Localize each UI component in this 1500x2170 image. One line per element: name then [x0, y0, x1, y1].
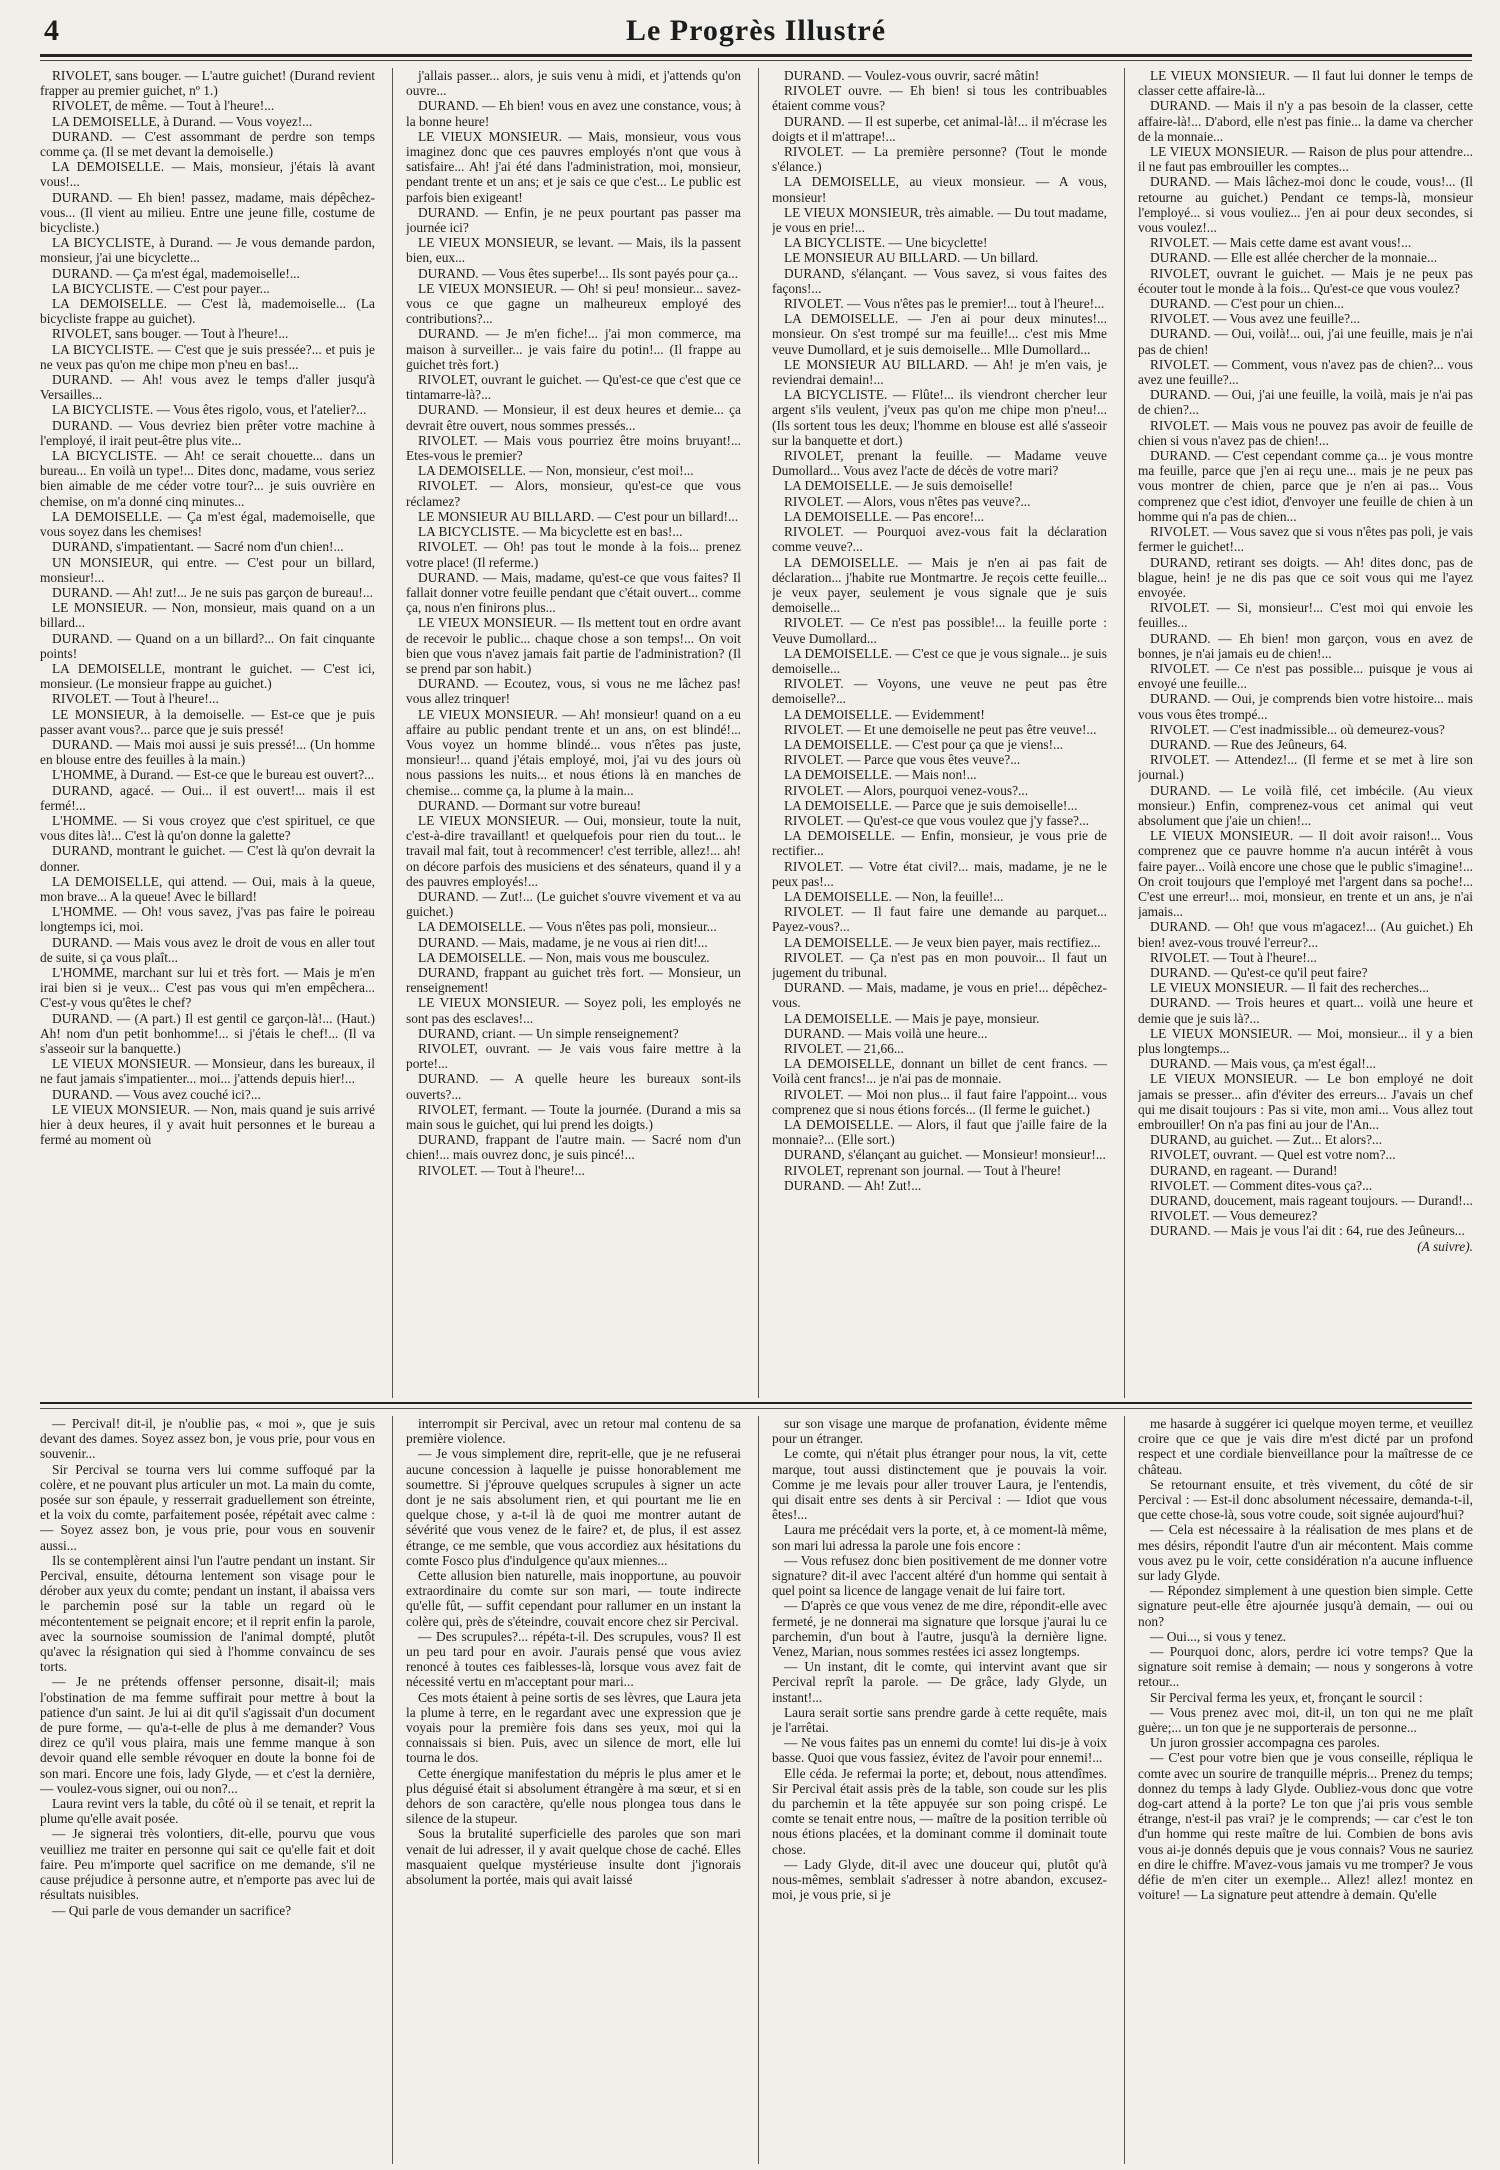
paragraph: DURAND, s'élançant. — Vous savez, si vous faites des façons!... — [772, 265, 1107, 296]
paragraph: DURAND. — Rue des Jeûneurs, 64. — [1150, 736, 1348, 752]
paragraph: RIVOLET. — Tout à l'heure!... — [1150, 949, 1317, 965]
paragraph: RIVOLET. — Alors, monsieur, qu'est-ce que vous réclamez? — [406, 478, 741, 509]
paragraph: LA DEMOISELLE. — Mais je n'en ai pas fait de déclaration... j'habite rue Montmartre. Je reçois cette feuille... je veux payer, seulement je vous signale que je suis demoiselle... — [772, 554, 1107, 616]
paragraph: LA DEMOISELLE, qui attend. — Oui, mais à la queue, mon brave... A la queue! Avec le billard! — [40, 873, 375, 904]
paragraph: LA BICYCLISTE. — Vous êtes rigolo, vous, et l'atelier?... — [52, 402, 367, 418]
paragraph: LA BICYCLISTE. — C'est pour payer... — [52, 280, 270, 296]
paragraph: interrompit sir Percival, avec un retour mal contenu de sa première violence. — [406, 1416, 741, 1447]
paragraph: LA DEMOISELLE. — Evidemment! — [784, 706, 985, 722]
paragraph: Laura revint vers la table, du côté où il se tenait, et reprit la plume qu'elle avait posée. — [40, 1796, 375, 1827]
paragraph: L'HOMME, à Durand. — Est-ce que le bureau est ouvert?... — [52, 767, 375, 783]
paragraph: RIVOLET. — Votre état civil?... mais, madame, je ne le peux pas!... — [772, 858, 1107, 889]
paragraph: DURAND. — Oh! que vous m'agacez!... (Au guichet.) Eh bien! avez-vous trouvé l'erreur?... — [1138, 919, 1473, 950]
paragraph: — Je ne prétends offenser personne, disait-il; mais l'obstination de ma femme suffirait pour mettre à bout la patience d'un saint. Je lui ai dit qu'il s'agissait d'un document de pure forme, — qu'a-t-elle de plus à me demander? Vous direz ce qu'il vous plaira, mais une femme manque à son devoir quand elle semble révoquer en doute la bonne foi de son mari. Encore une fois, lady Glyde, — et c'est la dernière, — voulez-vous signer, oui ou non?... — [40, 1674, 375, 1796]
paragraph: RIVOLET. — Qu'est-ce que vous voulez que j'y fasse?... — [784, 812, 1090, 828]
paragraph: DURAND, au guichet. — Zut... Et alors?... — [1150, 1132, 1383, 1148]
paragraph: — Vous prenez avec moi, dit-il, un ton qui ne me plaît guère;... un ton que je ne supporterais de personne... — [1138, 1704, 1473, 1736]
paragraph: DURAND, montrant le guichet. — C'est là qu'on devrait la donner. — [40, 843, 375, 874]
paragraph: Cette allusion bien naturelle, mais inopportune, au pouvoir extraordinaire du comte sur son mari, — toute indirecte qu'elle fût, — suffit cependant pour rallumer en un instant la colère qui, près de s'éteindre, couvait encore chez sir Percival. — [406, 1568, 741, 1629]
paragraph: LA DEMOISELLE, donnant un billet de cent francs. — Voilà cent francs!... je n'ai pas de monnaie. — [772, 1056, 1107, 1087]
paragraph: — C'est pour votre bien que je vous conseille, répliqua le comte avec un sourire de tranquille mépris... Prenez du temps; donnez du temps à lady Glyde. Oubliez-vous donc que votre dog-cart attend à la porte? Le ton que j'ai pris vous semble étrange, n'est-il pas vrai? je le comprends; — car c'est le ton d'un homme qui reste maître de lui. Combien de bons avis vous ai-je donnés depuis que je vous connais? Vous ne sauriez en dire le chiffre. M'avez-vous jamais vu me tromper? Je vous défie de m'en citer un exemple... Allez! allez! montez en voiture! — La signature peut attendre à demain. Qu'elle — [1138, 1750, 1473, 1903]
paragraph: RIVOLET. — Mais vous ne pouvez pas avoir de feuille de chien si vous n'avez pas de chien!... — [1138, 417, 1473, 448]
paragraph: LE VIEUX MONSIEUR. — Soyez poli, les employés ne sont pas des esclaves!... — [406, 995, 741, 1026]
paragraph: DURAND. — Mais, madame, je ne vous ai rien dit!... — [418, 934, 708, 950]
paragraph: DURAND. — Quand on a un billard?... On fait cinquante points! — [40, 630, 375, 661]
paragraph: DURAND. — Monsieur, il est deux heures et demie... ça devrait être ouvert, nous sommes pressés... — [406, 402, 741, 433]
paragraph: RIVOLET, sans bouger. — L'autre guichet! (Durand revient frapper au premier guichet, nº 1.) — [40, 68, 375, 99]
paragraph: RIVOLET. — Ce n'est pas possible!... la feuille porte : Veuve Dumollard... — [772, 615, 1107, 646]
paragraph: DURAND. — Enfin, je ne peux pourtant pas passer ma journée ici? — [406, 204, 741, 236]
paragraph: RIVOLET, fermant. — Toute la journée. (Durand a mis sa main sous le guichet, qui lui prend les doigts.) — [406, 1101, 741, 1133]
paragraph: DURAND. — Le voilà filé, cet imbécile. (Au vieux monsieur.) Enfin, comprenez-vous cet animal qui veut absolument que j'aie un chien!... — [1138, 782, 1473, 828]
paragraph: RIVOLET. — Alors, pourquoi venez-vous?... — [784, 782, 1029, 798]
paragraph: LA DEMOISELLE. — Pas encore!... — [784, 508, 985, 524]
paragraph: Laura me précédait vers la porte, et, à ce moment-là même, son mari lui adressa la parole une fois encore : — [772, 1522, 1107, 1553]
paragraph: RIVOLET, ouvrant. — Je vais vous faire mettre à la porte!... — [406, 1041, 741, 1072]
paragraph: DURAND. — Mais, madame, qu'est-ce que vous faites? Il fallait donner votre feuille pendant que c'était ouvert... comme ça, nous n'en finirons plus... — [406, 569, 741, 616]
paragraph: — Percival! dit-il, je n'oublie pas, « moi », que je suis devant des dames. Soyez assez bon, je vous prie, pour vous en souvenir... — [40, 1416, 375, 1462]
paragraph: LE MONSIEUR AU BILLARD. — Ah! je m'en vais, je reviendrai demain!... — [772, 356, 1107, 388]
column-divider — [392, 68, 393, 1398]
paragraph: LE VIEUX MONSIEUR. — Non, mais quand je suis arrivé hier à deux heures, il y avait huit personnes et le bureau a fermé au moment où — [40, 1101, 375, 1148]
paragraph: RIVOLET. — Parce que vous êtes veuve?... — [784, 752, 1021, 768]
paragraph: RIVOLET. — Attendez!... (Il ferme et se met à lire son journal.) — [1138, 752, 1473, 783]
header-rule-thin — [40, 60, 1472, 61]
paragraph: DURAND. — Je m'en fiche!... j'ai mon commerce, ma maison à surveiller... je vais faire du potin!... (Il frappe au guichet très fort.) — [406, 326, 741, 372]
paragraph: DURAND. — Dormant sur votre bureau! — [418, 797, 642, 813]
column-divider — [1124, 68, 1125, 1398]
paragraph: LE VIEUX MONSIEUR. — Ils mettent tout en ordre avant de recevoir le public... chaque chose a son temps!... On voit bien que vous n'avez jamais fait partie de l'administration? (Il se prend par son habit.) — [406, 615, 741, 676]
page-number: 4 — [44, 14, 59, 47]
paragraph: — Vous refusez donc bien positivement de me donner votre signature? dit-il avec l'accent altéré d'un homme qui sentait à quel point sa licence de langage venait de lui faire tort. — [772, 1552, 1107, 1599]
paragraph: L'HOMME. — Oh! vous savez, j'vas pas faire le poireau longtemps ici, moi. — [40, 904, 375, 935]
section-rule — [40, 1402, 1472, 1404]
paragraph: RIVOLET. — La première personne? (Tout le monde s'élance.) — [772, 144, 1107, 175]
paragraph: RIVOLET. — Comment, vous n'avez pas de chien?... vous avez une feuille?... — [1138, 356, 1473, 388]
paragraph: RIVOLET. — 21,66... — [784, 1041, 904, 1056]
paragraph: RIVOLET. — Et une demoiselle ne peut pas être veuve!... — [784, 721, 1097, 737]
paragraph: — Je signerai très volontiers, dit-elle, pourvu que vous veuilliez me traiter en personne qui sait ce qu'elle fait et doit faire. Peu m'importe quel sacrifice on me demande, s'il ne cause préjudice à personne autre, et n'emporte pas avec lui de résultats nuisibles. — [40, 1826, 375, 1903]
paragraph: LE MONSIEUR AU BILLARD. — Un billard. — [784, 250, 1039, 266]
paragraph: DURAND. — Voulez-vous ouvrir, sacré mâtin! — [784, 68, 1040, 83]
paragraph: DURAND, s'impatientant. — Sacré nom d'un chien!... — [52, 539, 344, 555]
paragraph: LA DEMOISELLE. — Je veux bien payer, mais rectifiez... — [784, 934, 1101, 950]
paragraph: RIVOLET, prenant la feuille. — Madame veuve Dumollard... Vous avez l'acte de décès de votre mari? — [772, 448, 1107, 479]
paragraph: RIVOLET. — Vous demeurez? — [1150, 1208, 1318, 1224]
column-divider — [758, 1416, 759, 2164]
paragraph: Sous la brutalité superficielle des paroles que son mari venait de lui adresser, il y avait quelque chose de caché. Elles masquaient quelque mystérieuse insulte dont j'ignorais absolument la portée, mais qui avait laissé — [406, 1826, 741, 1888]
paragraph: RIVOLET. — Mais vous pourriez être moins bruyant!... Etes-vous le premier? — [406, 432, 741, 464]
paragraph: LA DEMOISELLE. — Mais je paye, monsieur. — [784, 1010, 1040, 1026]
paragraph: DURAND. — A quelle heure les bureaux sont-ils ouverts?... — [406, 1071, 741, 1102]
paragraph: DURAND. — Vous êtes superbe!... Ils sont payés pour ça... — [418, 265, 739, 281]
paragraph: RIVOLET. — Il faut faire une demande au parquet... Payez-vous?... — [772, 904, 1107, 935]
paragraph: RIVOLET. — Alors, vous n'êtes pas veuve?... — [784, 493, 1031, 509]
paragraph: RIVOLET. — Ce n'est pas possible... puisque je vous ai envoyé une feuille... — [1138, 660, 1473, 692]
paragraph: RIVOLET, de même. — Tout à l'heure!... — [52, 98, 275, 114]
paragraph: UN MONSIEUR, qui entre. — C'est pour un billard, monsieur!... — [40, 554, 375, 585]
paragraph: LE VIEUX MONSIEUR, très aimable. — Du tout madame, je vous en prie!... — [772, 204, 1107, 236]
paragraph: — Des scrupules?... répéta-t-il. Des scrupules, vous? Il est un peu tard pour en avoir. J'aurais pensé que vous aviez renoncé à toutes ces faiblesses-là, lorsque vous avez fait de nécessité vertu en m'acceptant pour mari... — [406, 1628, 741, 1690]
paragraph: DURAND. — Elle est allée chercher de la monnaie... — [1150, 250, 1438, 266]
paragraph: LA DEMOISELLE. — J'en ai pour deux minutes!... monsieur. On s'est trompé sur ma feuille!... c'est mis Mme veuve Dumollard, et je suis demoiselle... Mlle Dumollard... — [772, 311, 1107, 357]
paragraph: LA BICYCLISTE. — Flûte!... ils viendront chercher leur argent s'ils veulent, j'veux pas qu'on me chipe mon p'neu!... (Ils sortent tous les deux; l'homme en blouse est allé s'asseoir sur la banquette et dort.) — [772, 387, 1107, 448]
column-divider — [1124, 1416, 1125, 2164]
paragraph: DURAND. — Mais moi aussi je suis pressé!... (Un homme en blouse entre des feuilles à la main.) — [40, 736, 375, 768]
paragraph: RIVOLET. — Tout à l'heure!... — [418, 1162, 585, 1178]
paragraph: Sir Percival se tourna vers lui comme suffoqué par la colère, et ne pouvant plus articuler un mot. La main du comte, posée sur son épaule, y resserrait graduellement son étreinte, et la voix du comte, parfaitement posée, répétait avec calme : — Soyez assez bon, je vous prie, pour vous en souvenir aussi... — [40, 1461, 375, 1553]
paragraph: RIVOLET. — Mais cette dame est avant vous!... — [1150, 235, 1412, 251]
paragraph: RIVOLET. — C'est inadmissible... où demeurez-vous? — [1150, 721, 1445, 737]
paragraph: DURAND, frappant de l'autre main. — Sacré nom d'un chien!... mais ouvrez donc, je suis pincé!... — [406, 1132, 741, 1163]
paragraph: DURAND. — Ecoutez, vous, si vous ne me lâchez pas! vous allez trinquer! — [406, 676, 741, 707]
paragraph: RIVOLET. — Vous avez une feuille?... — [1150, 311, 1361, 327]
paragraph: LE VIEUX MONSIEUR. — Il fait des recherches... — [1150, 980, 1430, 996]
paragraph: DURAND. — Eh bien! passez, madame, mais dépêchez-vous... (Il vient au milieu. Entre une jeune fille, costume de bicycliste.) — [40, 189, 375, 236]
continued-note: (A suivre). — [1417, 1238, 1473, 1254]
play-column-3 — [772, 68, 1107, 1398]
serial-column-2 — [406, 1416, 741, 2164]
paragraph: LA BICYCLISTE. — Une bicyclette! — [784, 235, 988, 251]
paragraph: LA DEMOISELLE. — Non, la feuille!... — [784, 888, 1004, 904]
paragraph: Le comte, qui n'était plus étranger pour nous, la vit, cette marque, tout aussi distinctement que je pouvais la voir. Comme je me levais pour aller trouver Laura, je l'entendis, qui disait entre ses dents à sir Percival : — Idiot que vous êtes!... — [772, 1446, 1107, 1523]
paragraph: Elle céda. Je refermai la porte; et, debout, nous attendîmes. Sir Percival était assis près de la table, son coude sur les plis du parchemin et la tête appuyée sur son poing crispé. Le comte se tenait entre nous, — maître de la position terrible où nous étions placées, et la dominant comme il dominait toute chose. — [772, 1765, 1107, 1857]
paragraph: DURAND. — C'est cependant comme ça... je vous montre ma feuille, parce que j'en ai reçu une... mais je ne peux pas vous montrer de chien, parce que je n'en ai pas... Vous comprenez que c'est idiot, d'envoyer une feuille de chien à un homme qui n'a pas de chien... — [1138, 448, 1473, 524]
paragraph: RIVOLET ouvre. — Eh bien! si tous les contribuables étaient comme vous? — [772, 83, 1107, 114]
paragraph: DURAND. — Ah! zut!... Je ne suis pas garçon de bureau!... — [52, 584, 373, 600]
paragraph: — Cela est nécessaire à la réalisation de mes plans et de mes désirs, répondit l'autre d'un air mécontent. Mais comme vous avez pu le voir, cette considération n'a aucune influence sur lady Glyde. — [1138, 1522, 1473, 1584]
paragraph: DURAND, s'élançant au guichet. — Monsieur! monsieur!... — [784, 1147, 1106, 1163]
paragraph: RIVOLET. — Vous n'êtes pas le premier!... tout à l'heure!... — [784, 296, 1105, 312]
paragraph: LE MONSIEUR. — Non, monsieur, mais quand on a un billard... — [40, 600, 375, 631]
paragraph: — Un instant, dit le comte, qui intervint avant que sir Percival reprît la parole. — De grâce, lady Glyde, un instant!... — [772, 1659, 1107, 1705]
paragraph: — Lady Glyde, dit-il avec une douceur qui, plutôt qu'à nous-mêmes, semblait s'adresser à notre abandon, excusez-moi, je vous prie, si je — [772, 1856, 1107, 1903]
paragraph: j'allais passer... alors, je suis venu à midi, et j'attends qu'on ouvre... — [406, 68, 741, 99]
paragraph: LE VIEUX MONSIEUR. — Oh! si peu! monsieur... savez-vous ce que gagne un malheureux employé des contributions?... — [406, 280, 741, 327]
paragraph: DURAND, retirant ses doigts. — Ah! dites donc, pas de blague, hein! je ne dis pas que ce soit vous qui me l'ayez envoyée. — [1138, 554, 1473, 600]
paragraph: — Répondez simplement à une question bien simple. Cette signature peut-elle être ajournée jusqu'à demain, — oui ou non? — [1138, 1583, 1473, 1629]
paragraph: LA DEMOISELLE. — C'est ce que je vous signale... je suis demoiselle... — [772, 645, 1107, 676]
paragraph: DURAND. — Eh bien! mon garçon, vous en avez de bonnes, je n'ai jamais eu de chien!... — [1138, 630, 1473, 661]
paragraph: RIVOLET. — Si, monsieur!... C'est moi qui envoie les feuilles... — [1138, 600, 1473, 631]
paragraph: LA DEMOISELLE. — Non, mais vous me bousculez. — [418, 949, 710, 965]
paragraph: Sir Percival ferma les yeux, et, fronçant le sourcil : — [1150, 1689, 1423, 1705]
play-column-4 — [1138, 68, 1473, 1398]
paragraph: LE VIEUX MONSIEUR. — Le bon employé ne doit jamais se presser... afin d'éviter des erreurs... J'avais un chef qui me disait toujours : Pas si vite, mon ami... Vous allez tout embrouiller! On n'a pas fini au jour de l'An... — [1138, 1071, 1473, 1133]
paragraph: LE VIEUX MONSIEUR. — Ah! monsieur! quand on a eu affaire au public pendant trente et un ans, on est blindé!... Vous voyez un homme blindé... vous n'êtes pas juste, monsieur!... quand j'étais employé, moi, j'ai vu des jours où nous passions les nuits... et nous étions là en manches de chemise... comme ça, la plume à la main... — [406, 706, 741, 798]
paragraph: DURAND, doucement, mais rageant toujours. — Durand!... — [1150, 1193, 1473, 1209]
paragraph: LA DEMOISELLE, au vieux monsieur. — A vous, monsieur! — [772, 174, 1107, 205]
paragraph: LA DEMOISELLE, montrant le guichet. — C'est ici, monsieur. (Le monsieur frappe au guichet.) — [40, 660, 375, 692]
paragraph: DURAND. — Vous avez couché ici?... — [52, 1086, 261, 1102]
paragraph: LA BICYCLISTE. — Ma bicyclette est en bas!... — [418, 524, 683, 540]
paragraph: Un juron grossier accompagna ces paroles. — [1150, 1735, 1380, 1751]
paragraph: DURAND. — Il est superbe, cet animal-là!... il m'écrase les doigts et il m'attrape!... — [772, 113, 1107, 144]
paragraph: — Qui parle de vous demander un sacrifice? — [52, 1902, 292, 1918]
paragraph: LE MONSIEUR AU BILLARD. — C'est pour un billard!... — [418, 508, 739, 524]
play-column-1 — [40, 68, 375, 1398]
paragraph: RIVOLET, sans bouger. — Tout à l'heure!... — [52, 326, 289, 342]
play-column-2 — [406, 68, 741, 1398]
paragraph: LA BICYCLISTE, à Durand. — Je vous demande pardon, monsieur, j'ai une bicyclette... — [40, 235, 375, 266]
paragraph: DURAND. — Oui, je comprends bien votre histoire... mais vous vous êtes trompé... — [1138, 691, 1473, 722]
paragraph: LE VIEUX MONSIEUR. — Il doit avoir raison!... Vous comprenez que ce pauvre homme n'a aucun intérêt à vous faire payer... Voilà encore une chose que le public s'imagine!... On croit toujours que l'employé met l'argent dans sa poche!... C'est une erreur!... moi, monsieur, en trente et un ans, je n'ai jamais... — [1138, 828, 1473, 920]
paragraph: LA DEMOISELLE. — Mais non!... — [784, 767, 977, 783]
paragraph: LE VIEUX MONSIEUR. — Monsieur, dans les bureaux, il ne faut jamais s'impatienter... moi... j'attends depuis hier!... — [40, 1056, 375, 1087]
paragraph: LA DEMOISELLE. — Parce que je suis demoiselle!... — [784, 797, 1078, 813]
paragraph: LE VIEUX MONSIEUR. — Mais, monsieur, vous vous imaginez donc que ces pauvres employés n'ont que vous à satisfaire... Ah! j'ai été dans l'administration, moi, monsieur, pendant trente et un ans; et je sais ce que c'est... Le public est parfois bien exigeant! — [406, 128, 741, 205]
paragraph: LA DEMOISELLE. — Vous n'êtes pas poli, monsieur... — [418, 919, 717, 935]
paragraph: DURAND. — Mais voilà une heure... — [784, 1025, 988, 1041]
paragraph: DURAND, en rageant. — Durand! — [1150, 1162, 1338, 1178]
paragraph: DURAND. — Trois heures et quart... voilà une heure et demie que je suis là?... — [1138, 995, 1473, 1026]
paragraph: DURAND, criant. — Un simple renseignement? — [418, 1025, 679, 1041]
paragraph: DURAND. — Qu'est-ce qu'il peut faire? — [1150, 964, 1368, 980]
paragraph: LA BICYCLISTE. — C'est que je suis pressée?... et puis je ne veux pas qu'on me chipe mon p'neu en bas!... — [40, 341, 375, 372]
paragraph: LA DEMOISELLE, à Durand. — Vous voyez!... — [52, 113, 313, 129]
paragraph: Cette énergique manifestation du mépris le plus amer et le plus déguisé était si absolument étrangère à ma sœur, et si en dehors de son caractère, qu'elle nous plongea tous dans le silence de la stupeur. — [406, 1765, 741, 1827]
paragraph: LA DEMOISELLE. — C'est pour ça que je viens!... — [784, 736, 1064, 752]
paragraph: — Ne vous faites pas un ennemi du comte! lui dis-je à voix basse. Quoi que vous fassiez, évitez de l'avoir pour ennemi!... — [772, 1735, 1107, 1766]
paragraph: DURAND. — Mais je vous l'ai dit : 64, rue des Jeûneurs... — [1150, 1223, 1465, 1239]
paragraph: L'HOMME, marchant sur lui et très fort. — Mais je m'en irai bien si je veux... C'est pas vous qui m'en empêchera... C'est-y vous qu'êtes le chef? — [40, 964, 375, 1011]
section-rule-thin — [40, 1408, 1472, 1409]
paragraph: — Oui..., si vous y tenez. — [1150, 1628, 1287, 1644]
paragraph: — D'après ce que vous venez de me dire, répondit-elle avec fermeté, je ne donnerai ma signature que lorsque j'aurai lu ce parchemin, d'un bout à l'autre, jusqu'à la dernière ligne. Venez, Marian, nous sommes restées ici assez longtemps. — [772, 1598, 1107, 1660]
paragraph: DURAND, frappant au guichet très fort. — Monsieur, un renseignement! — [406, 964, 741, 996]
paragraph: LE VIEUX MONSIEUR, se levant. — Mais, ils la passent bien, eux... — [406, 235, 741, 266]
paragraph: — Pourquoi donc, alors, perdre ici votre temps? Que la signature soit remise à demain; — nous y songerons à votre retour... — [1138, 1644, 1473, 1690]
paragraph: RIVOLET, reprenant son journal. — Tout à l'heure! — [784, 1162, 1062, 1178]
paragraph: LA DEMOISELLE. — Je suis demoiselle! — [784, 478, 1014, 494]
paragraph: RIVOLET. — Oh! pas tout le monde à la fois... prenez votre place! (Il referme.) — [406, 539, 741, 570]
paragraph: LE VIEUX MONSIEUR. — Moi, monsieur... il y a bien plus longtemps... — [1138, 1025, 1473, 1056]
paragraph: LE VIEUX MONSIEUR. — Il faut lui donner le temps de classer cette affaire-là... — [1138, 68, 1473, 99]
column-divider — [392, 1416, 393, 2164]
paragraph: RIVOLET, ouvrant le guichet. — Mais je ne peux pas écouter tout le monde à la fois... Qu'est-ce que vous voulez? — [1138, 265, 1473, 296]
paragraph: DURAND. — Ça m'est égal, mademoiselle!... — [52, 265, 300, 281]
masthead — [40, 12, 1472, 52]
paragraph: DURAND. — Oui, voilà!... oui, j'ai une feuille, mais je n'ai pas de chien! — [1138, 326, 1473, 357]
paragraph: — Je vous simplement dire, reprit-elle, que je ne refuserai aucune concession à laquelle je puisse honorablement me soumettre. Si j'éprouve quelques scrupules à signer un acte dont je ne sais absolument rien, et qui pourtant me lie en quelque chose, y a-t-il là de quoi me montrer autant de sévérité que vous venez de le faire? et, de plus, il est assez étrange, ce me semble, que vous accordiez aux hésitations du comte Fosco plus d'indulgence qu'aux miennes... — [406, 1446, 741, 1568]
paragraph: DURAND. — Mais vous, ça m'est égal!... — [1150, 1056, 1376, 1072]
paragraph: RIVOLET. — Ça n'est pas en mon pouvoir... Il faut un jugement du tribunal. — [772, 949, 1107, 980]
paragraph: LA DEMOISELLE. — Non, monsieur, c'est moi!... — [418, 463, 694, 479]
header-rule — [40, 54, 1472, 57]
paragraph: DURAND. — (A part.) Il est gentil ce garçon-là!... (Haut.) Ah! nom d'un petit bonhomme!... si j'étais le chef!... (Il va s'asseoir sur la banquette.) — [40, 1010, 375, 1056]
paragraph: RIVOLET. — Pourquoi avez-vous fait la déclaration comme veuve?... — [772, 524, 1107, 555]
paragraph: DURAND. — Eh bien! vous en avez une constance, vous; à la bonne heure! — [406, 98, 741, 129]
paragraph: DURAND. — Mais, madame, je vous en prie!... dépêchez-vous. — [772, 980, 1107, 1011]
paragraph: RIVOLET. — Voyons, une veuve ne peut pas être demoiselle?... — [772, 676, 1107, 707]
paragraph: LA BICYCLISTE. — Ah! ce serait chouette... dans un bureau... En voilà un type!... Dites donc, madame, vous seriez bien aimable de me céder votre tour?... je suis ouvrière en chemise, on m'a donné cinq minutes... — [40, 448, 375, 509]
paragraph: LE VIEUX MONSIEUR. — Raison de plus pour attendre... il ne faut pas embrouiller les comptes... — [1138, 144, 1473, 175]
paragraph: RIVOLET. — Comment dites-vous ça?... — [1150, 1177, 1373, 1193]
paragraph: L'HOMME. — Si vous croyez que c'est spirituel, ce que vous dites là!... C'est là qu'on donne la galette? — [40, 812, 375, 844]
paragraph: Se retournant ensuite, et très vivement, du côté de sir Percival : — Est-il donc absolument nécessaire, demanda-t-il, que cette chose-là, sous votre coude, soit signée aujourd'hui? — [1138, 1476, 1473, 1523]
journal-title: Le Progrès Illustré — [625, 14, 887, 47]
paragraph: LA DEMOISELLE. — Ça m'est égal, mademoiselle, que vous soyez dans les chemises! — [40, 508, 375, 540]
paragraph: DURAND. — Mais vous avez le droit de vous en aller tout de suite, si ça vous plaît... — [40, 934, 375, 965]
paragraph: DURAND. — Vous devriez bien prêter votre machine à l'employé, il irait peut-être plus vite... — [40, 417, 375, 448]
serial-column-1 — [40, 1416, 375, 2164]
serial-column-3 — [772, 1416, 1107, 2164]
paragraph: DURAND. — Mais il n'y a pas besoin de la classer, cette affaire-là!... D'abord, elle n'est pas finie... la dame va chercher de la monnaie... — [1138, 98, 1473, 144]
paragraph: DURAND. — Ah! vous avez le temps d'aller jusqu'à Versailles... — [40, 372, 375, 403]
paragraph: me hasarde à suggérer ici quelque moyen terme, et veuillez croire que ce que je vais dire m'est dicté par un profond respect et une cordiale bienveillance pour la maîtresse de ce château. — [1138, 1416, 1473, 1477]
paragraph: sur son visage une marque de profanation, évidente même pour un étranger. — [772, 1416, 1107, 1447]
paragraph: RIVOLET. — Tout à l'heure!... — [52, 691, 219, 707]
paragraph: RIVOLET. — Vous savez que si vous n'êtes pas poli, je vais fermer le guichet!... — [1138, 524, 1473, 555]
paragraph: LA DEMOISELLE. — C'est là, mademoiselle... (La bicycliste frappe au guichet). — [40, 296, 375, 327]
paragraph: RIVOLET. — Moi non plus... il faut faire l'appoint... vous comprenez que si nous étions forcés... (Il ferme le guichet.) — [772, 1086, 1107, 1117]
paragraph: LA DEMOISELLE. — Mais, monsieur, j'étais là avant vous!... — [40, 159, 375, 190]
paragraph: Ils se contemplèrent ainsi l'un l'autre pendant un instant. Sir Percival, ensuite, détourna lentement son visage pour le dérober aux yeux du comte; pendant un instant, il abaissa vers le parchemin posé sur la table un regard où le mécontentement se peignait encore; et il reprit enfin la parole, avec la sournoise soumission de l'animal dompté, plutôt qu'avec la résignation qui sied à l'homme convaincu de ses torts. — [40, 1552, 375, 1675]
paragraph: LE MONSIEUR, à la demoiselle. — Est-ce que je puis passer avant vous?... parce que je suis pressé! — [40, 706, 375, 737]
paragraph: DURAND, agacé. — Oui... il est ouvert!... mais il est fermé!... — [40, 782, 375, 813]
paragraph: RIVOLET, ouvrant. — Quel est votre nom?... — [1150, 1147, 1396, 1163]
paragraph: RIVOLET, ouvrant le guichet. — Qu'est-ce que c'est que ce tintamarre-là?... — [406, 372, 741, 403]
paragraph: DURAND. — C'est assommant de perdre son temps comme ça. (Il se met devant la demoiselle.) — [40, 128, 375, 160]
paragraph: DURAND. — Mais lâchez-moi donc le coude, vous!... (Il retourne au guichet.) Pendant ce temps-là, monsieur l'employé... si vous vouliez... j'en ai pour deux secondes, si vous voulez!... — [1138, 174, 1473, 236]
column-divider — [758, 68, 759, 1398]
paragraph: DURAND. — Ah! Zut!... — [784, 1177, 922, 1193]
paragraph: Ces mots étaient à peine sortis de ses lèvres, que Laura jeta la plume à terre, en le regardant avec une expression que je voyais pour la première fois dans ses yeux, moi qui la connaissais si bien. Puis, avec un silence de mort, elle lui tourna le dos. — [406, 1689, 741, 1766]
paragraph: LA DEMOISELLE. — Alors, il faut que j'aille faire de la monnaie?... (Elle sort.) — [772, 1117, 1107, 1148]
paragraph: DURAND. — C'est pour un chien... — [1150, 296, 1344, 312]
serial-column-4 — [1138, 1416, 1473, 2164]
paragraph: LE VIEUX MONSIEUR. — Oui, monsieur, toute la nuit, c'est-à-dire travaillant! et quelquefois pour rien du tout... le travail mal fait, tout à recommencer! c'est terrible, allez!... ah! on décore parfois des musiciens et des sénateurs, quand il y a des pauvres employés!... — [406, 812, 741, 889]
paragraph: DURAND. — Oui, j'ai une feuille, la voilà, mais je n'ai pas de chien?... — [1138, 387, 1473, 418]
paragraph: Laura serait sortie sans prendre garde à cette requête, mais je l'arrêtai. — [772, 1704, 1107, 1736]
paragraph: DURAND. — Zut!... (Le guichet s'ouvre vivement et va au guichet.) — [406, 888, 741, 920]
paragraph: LA DEMOISELLE. — Enfin, monsieur, je vous prie de rectifier... — [772, 828, 1107, 859]
